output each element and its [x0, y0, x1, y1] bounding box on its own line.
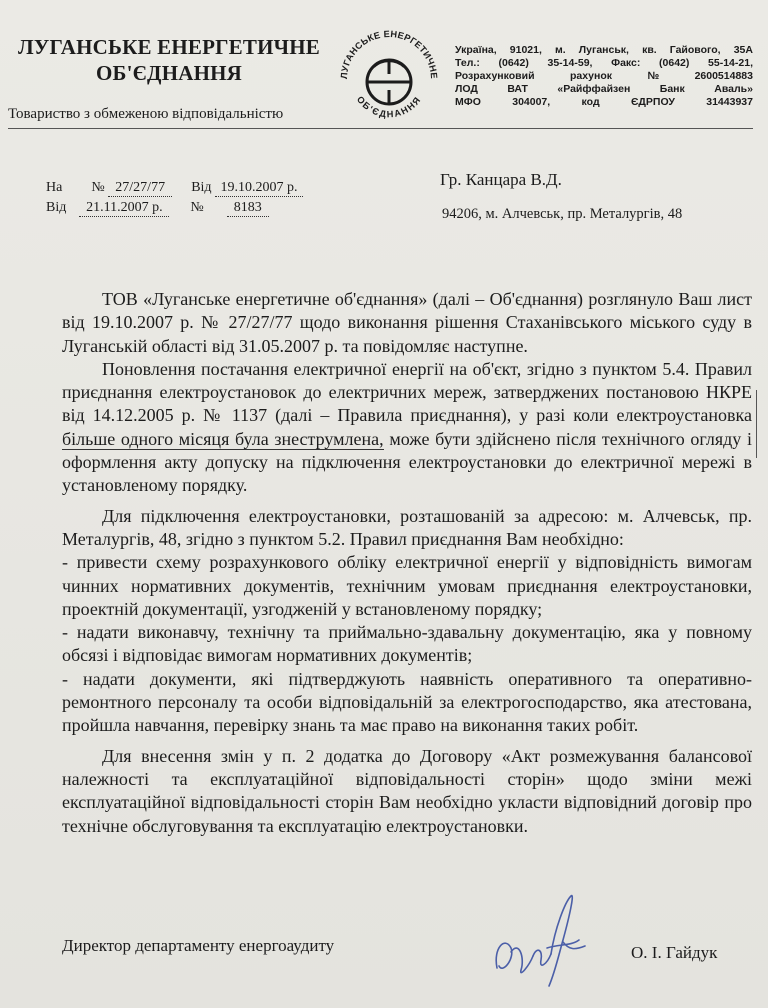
outgoing-date: 21.11.2007 р.	[79, 200, 169, 217]
letter-body	[62, 288, 752, 838]
outgoing-reference	[46, 200, 269, 217]
requisites-word: 55-14-21,	[708, 57, 753, 69]
number-label: №	[91, 180, 105, 195]
on-label: На	[46, 180, 63, 195]
requisites-line	[455, 96, 753, 109]
requisites-word: Луганськ,	[578, 44, 629, 56]
paragraph-reconnection	[62, 358, 752, 498]
requisites-word: МФО	[455, 96, 481, 108]
logo-symbol	[367, 60, 411, 104]
from-label: Від	[191, 180, 212, 195]
requisites-word: кв.	[642, 44, 657, 56]
out-number-label: №	[190, 200, 204, 215]
requisites-line	[455, 44, 753, 57]
organization-name	[4, 34, 334, 86]
signatory-title: Директор департаменту енергоаудиту	[62, 936, 335, 955]
requisites-word: №	[647, 70, 660, 82]
incoming-date: 19.10.2007 р.	[215, 180, 303, 197]
company-logo	[330, 20, 448, 138]
paragraph-reconnection-start: Поновлення постачання електричної енергії на об'єкт, згідно з пунктом 5.4. Правил приєднання електроустановок до електричних мереж, затверджених постановою НКРЕ від 14.12.2005 р. № 1137 (далі – Правила приєднання), у разі коли електроустановка	[62, 358, 752, 426]
addressee-name: Гр. Канцара В.Д.	[440, 170, 562, 189]
requisites-word: Факс:	[611, 57, 641, 69]
requisites-line	[455, 70, 753, 83]
requisites-word: Аваль»	[714, 83, 753, 95]
requisites-word: Розрахунковий	[455, 70, 535, 82]
paragraph-requirements: Для підключення електроустановки, розташованій за адресою: м. Алчевськ, пр. Металургів, 48, згідно з пунктом 5.2. Правил приєднання Вам необхідно:	[62, 505, 752, 549]
underlined-phrase: більше одного місяця була знеструмлена,	[62, 428, 384, 449]
requisites-word: Україна,	[455, 44, 497, 56]
requisites-word: «Райффайзен	[557, 83, 631, 95]
requisites-word: 35-14-59,	[547, 57, 593, 69]
organization-name-line2: ОБ'ЄДНАННЯ	[95, 61, 243, 85]
paragraph-reconnection-end: може бути здійснено після технічного огляду і оформлення акту допуску на підключення електроустановки до електричної мережі в установленому порядку.	[62, 428, 752, 496]
list-item: - привести схему розрахункового обліку електричної енергії у відповідність вимогам чинних нормативних документів, технічним умовам приєднання електроустановки, проектній документації, узгодженій у встановленому порядку;	[62, 552, 752, 619]
margin-mark	[756, 390, 757, 458]
requisites-word: Тел.:	[455, 57, 480, 69]
logo-text-bottom: ОБ'ЄДНАННЯ	[354, 94, 424, 120]
requisites-word: (0642)	[659, 57, 690, 69]
out-from-label: Від	[46, 200, 67, 215]
signatory-name: О. І. Гайдук	[631, 943, 718, 962]
incoming-number: 27/27/77	[108, 180, 172, 197]
organization-name-line1: ЛУГАНСЬКЕ ЕНЕРГЕТИЧНЕ	[17, 35, 320, 59]
requisites-word: 304007,	[512, 96, 551, 108]
organization-type: Товариство з обмеженою відповідальністю	[8, 106, 284, 122]
requisites-word: Банк	[659, 83, 685, 95]
list-item: - надати документи, які підтверджують наявність оперативного та оперативно-ремонтного персоналу та особи відповідальній за електрогосподарство, яка атестована, пройшла навчання, перевірку знань та має право на виконання таких робіт.	[62, 668, 752, 736]
requisites-word: Гайового,	[669, 44, 721, 56]
list-item: - надати виконавчу, технічну та приймально-здавальну документацію, яка у повному обсязі і відповідає вимогам нормативних документів;	[62, 622, 752, 666]
requisites-word: рахунок	[569, 70, 613, 82]
requisites-line	[455, 57, 753, 70]
requisites-word: 31443937	[706, 96, 753, 108]
company-requisites	[455, 44, 753, 109]
logo-text-top: ЛУГАНСЬКЕ ЕНЕРГЕТИЧНЕ	[338, 28, 440, 80]
letterhead-divider	[8, 128, 753, 129]
addressee-address: 94206, м. Алчевськ, пр. Металургів, 48	[442, 206, 683, 222]
requisites-word: 91021,	[509, 44, 542, 56]
paragraph-contract: Для внесення змін у п. 2 додатка до Договору «Акт розмежування балансової належності та експлуатаційної відповідальності сторін» щодо зміни межі експлуатаційної відповідальності сторін Вам необхідно укласти відповідний договір про технічне обслуговування та експлуатацію електроустановки.	[62, 745, 752, 836]
outgoing-number: 8183	[227, 200, 269, 217]
handwritten-signature	[485, 888, 595, 993]
requisites-word: код	[581, 96, 600, 108]
incoming-reference	[46, 180, 303, 197]
requisites-word: 35А	[733, 44, 753, 56]
requisites-word: ЄДРПОУ	[630, 96, 675, 108]
paragraph-intro: ТОВ «Луганське енергетичне об'єднання» (далі – Об'єднання) розглянуло Ваш лист від 19.10.2007 р. № 27/27/77 щодо виконання рішення Стаханівського міського суду в Луганській області від 31.05.2007 р. та повідомляє наступне.	[62, 289, 752, 356]
requisites-word: 2600514883	[694, 70, 753, 82]
requisites-word: (0642)	[498, 57, 529, 69]
requisites-word: ВАТ	[507, 83, 528, 95]
requisites-word: м.	[554, 44, 566, 56]
requisites-line	[455, 83, 753, 96]
requisites-word: ЛОД	[455, 83, 478, 95]
